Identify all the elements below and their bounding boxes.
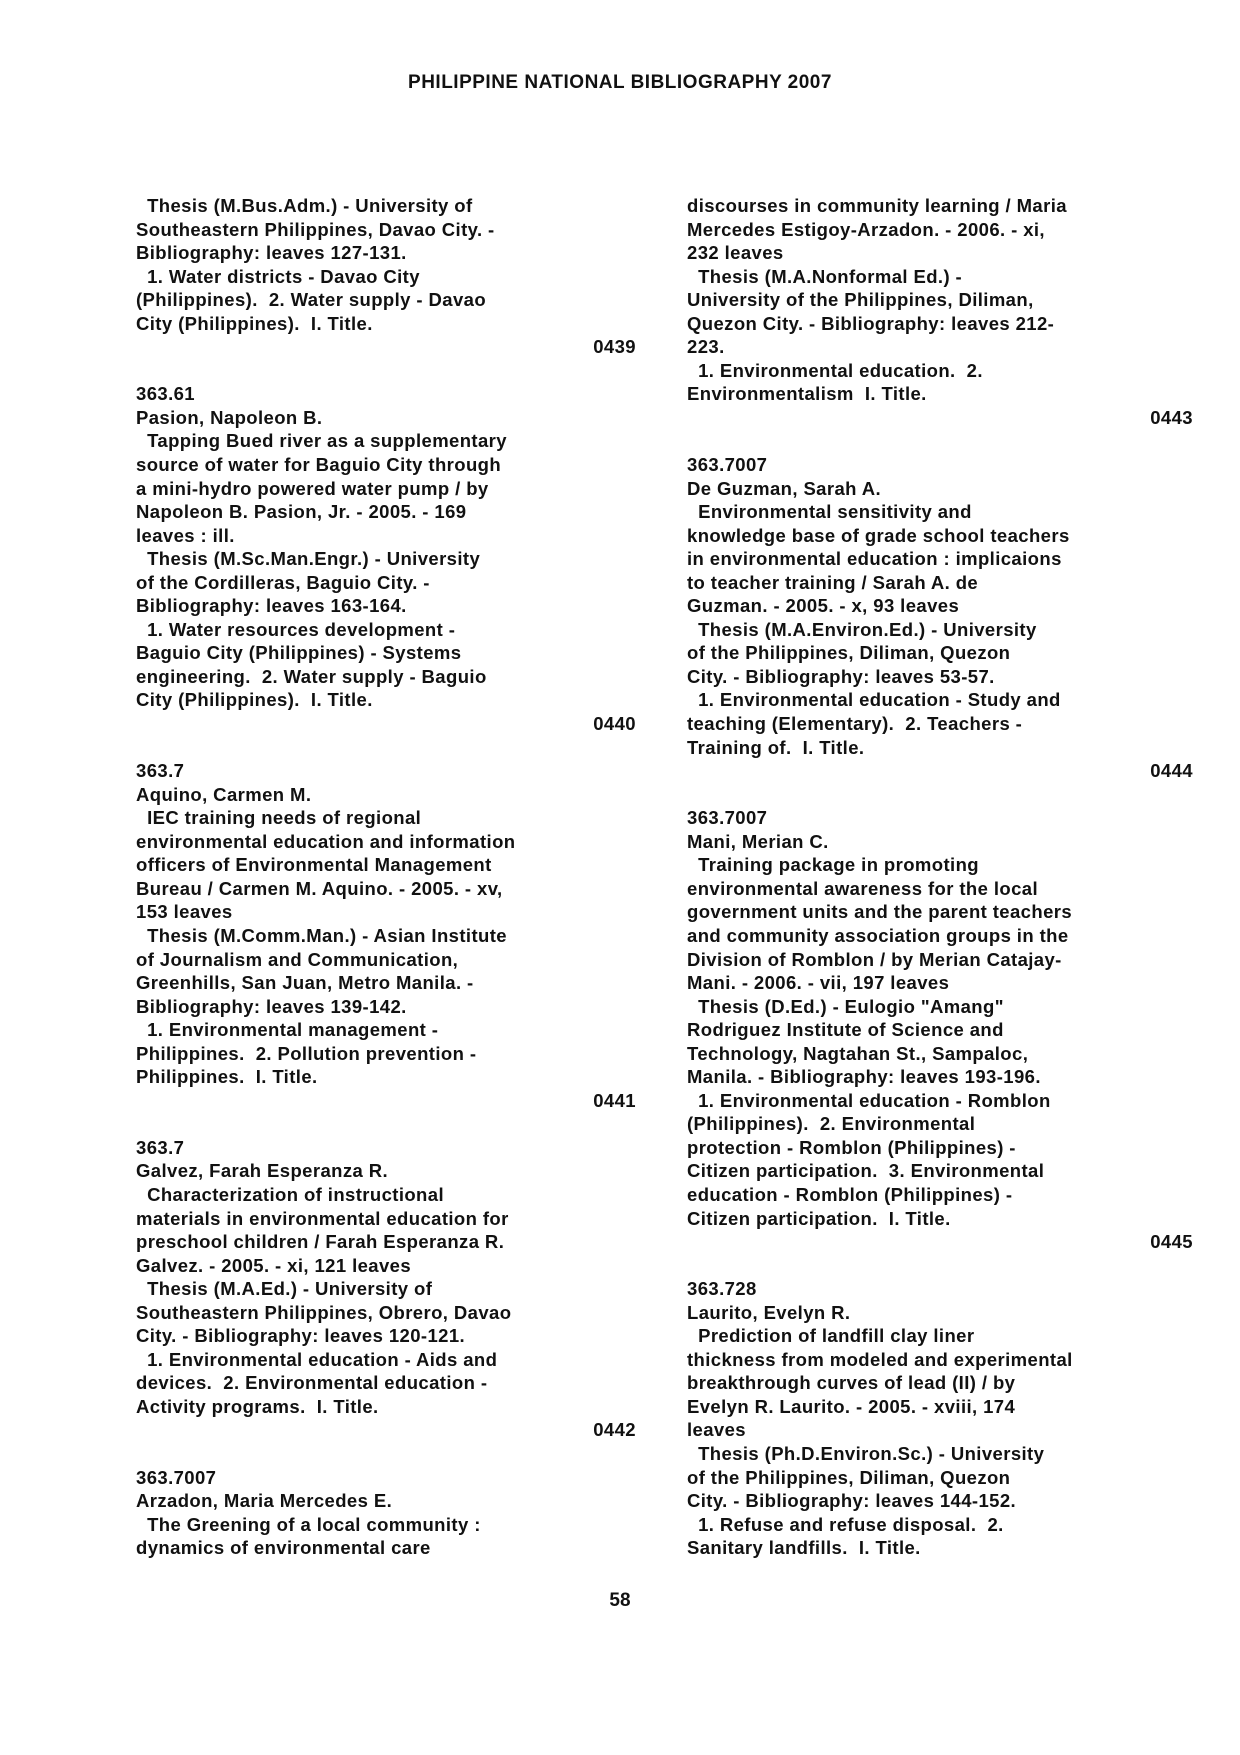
text-line: 153 leaves — [136, 901, 233, 923]
text-line: Bibliography: leaves 139-142. — [136, 995, 407, 1017]
text-line: 1. Environmental education - Romblon — [687, 1089, 1051, 1111]
text-line: Tapping Bued river as a supplementary — [136, 430, 507, 452]
text-line: Thesis (M.Sc.Man.Engr.) - University — [136, 548, 481, 570]
text-line: Thesis (Ph.D.Environ.Sc.) - University — [687, 1442, 1045, 1464]
text-line: Evelyn R. Laurito. - 2005. - xviii, 174 — [687, 1395, 1016, 1417]
text-line: Bibliography: leaves 127-131. — [136, 242, 407, 264]
text-line: Aquino, Carmen M. — [136, 783, 312, 805]
page-header-title: PHILIPPINE NATIONAL BIBLIOGRAPHY 2007 — [408, 72, 832, 93]
text-line: knowledge base of grade school teachers — [687, 524, 1070, 546]
text-line: thickness from modeled and experimental — [687, 1348, 1073, 1370]
text-line: Napoleon B. Pasion, Jr. - 2005. - 169 — [136, 501, 467, 523]
text-line: 1. Environmental education - Study and — [687, 689, 1061, 711]
text-line: City. - Bibliography: leaves 120-121. — [136, 1325, 466, 1347]
text-line: Manila. - Bibliography: leaves 193-196. — [687, 1066, 1041, 1088]
text-line: education - Romblon (Philippines) - — [687, 1183, 1013, 1205]
text-line: Laurito, Evelyn R. — [687, 1301, 851, 1323]
text-line: of the Philippines, Diliman, Quezon — [687, 1466, 1011, 1488]
entry-number: 0441 — [593, 1089, 636, 1111]
text-line: protection - Romblon (Philippines) - — [687, 1136, 1016, 1158]
text-line: Mani. - 2006. - vii, 197 leaves — [687, 972, 950, 994]
text-line: Quezon City. - Bibliography: leaves 212- — [687, 312, 1055, 334]
text-line: Technology, Nagtahan St., Sampaloc, — [687, 1042, 1029, 1064]
text-line: 1. Water districts - Davao City — [136, 265, 420, 287]
text-line: 1. Refuse and refuse disposal. 2. — [687, 1513, 1004, 1535]
text-line: Training package in promoting — [687, 854, 979, 876]
entry-spacer — [136, 359, 636, 383]
text-line: 1. Environmental management - — [136, 1019, 439, 1041]
entry-number: 0443 — [1150, 406, 1193, 428]
text-line: Environmental sensitivity and — [687, 501, 972, 523]
text-line: Division of Romblon / by Merian Catajay- — [687, 948, 1062, 970]
text-line: materials in environmental education for — [136, 1207, 509, 1229]
text-line: engineering. 2. Water supply - Baguio — [136, 665, 487, 687]
text-line: source of water for Baguio City through — [136, 454, 502, 476]
text-line: dynamics of environmental care — [136, 1537, 431, 1559]
text-line: Thesis (M.Comm.Man.) - Asian Institute — [136, 924, 507, 946]
entry-number: 0444 — [1150, 760, 1193, 782]
text-line: environmental education and information — [136, 830, 516, 852]
text-line: leaves — [687, 1419, 746, 1441]
text-line: Citizen participation. 3. Environmental — [687, 1160, 1045, 1182]
text-line: 363.728 — [687, 1278, 757, 1300]
text-line: De Guzman, Sarah A. — [687, 477, 882, 499]
text-line: The Greening of a local community : — [136, 1513, 481, 1535]
text-line: of the Philippines, Diliman, Quezon — [687, 642, 1011, 664]
text-line: government units and the parent teachers — [687, 901, 1073, 923]
text-line: Greenhills, San Juan, Metro Manila. - — [136, 972, 474, 994]
text-line: 363.7007 — [136, 1466, 217, 1488]
text-line: preschool children / Farah Esperanza R. — [136, 1231, 505, 1253]
text-line: and community association groups in the — [687, 924, 1069, 946]
text-line: breakthrough curves of lead (II) / by — [687, 1372, 1016, 1394]
text-line: Citizen participation. I. Title. — [687, 1207, 951, 1229]
text-line: Rodriguez Institute of Science and — [687, 1019, 1004, 1041]
text-line: University of the Philippines, Diliman, — [687, 289, 1034, 311]
text-line: City. - Bibliography: leaves 144-152. — [687, 1490, 1017, 1512]
entry-spacer — [136, 736, 636, 760]
text-line: Baguio City (Philippines) - Systems — [136, 642, 462, 664]
text-line: City. - Bibliography: leaves 53-57. — [687, 665, 995, 687]
text-line: (Philippines). 2. Water supply - Davao — [136, 289, 487, 311]
text-line: Mani, Merian C. — [687, 830, 829, 852]
text-line: Mercedes Estigoy-Arzadon. - 2006. - xi, — [687, 218, 1045, 240]
text-line: Bibliography: leaves 163-164. — [136, 595, 407, 617]
text-line: a mini-hydro powered water pump / by — [136, 477, 489, 499]
text-line: Sanitary landfills. I. Title. — [687, 1537, 921, 1559]
text-line: Philippines. 2. Pollution prevention - — [136, 1042, 477, 1064]
text-line: officers of Environmental Management — [136, 854, 492, 876]
text-line: 232 leaves — [687, 242, 784, 264]
entry-spacer — [136, 1442, 636, 1466]
text-line: Southeastern Philippines, Obrero, Davao — [136, 1301, 512, 1323]
text-line: Thesis (M.A.Environ.Ed.) - University — [687, 618, 1037, 640]
page-number: 58 — [609, 1590, 631, 1611]
right-column — [687, 194, 1193, 1560]
text-line: Galvez. - 2005. - xi, 121 leaves — [136, 1254, 412, 1276]
text-line: 363.7007 — [687, 807, 768, 829]
text-line: City (Philippines). I. Title. — [136, 689, 373, 711]
text-line: Characterization of instructional — [136, 1183, 444, 1205]
text-line: Pasion, Napoleon B. — [136, 406, 323, 428]
text-line: 1. Water resources development - — [136, 618, 456, 640]
text-line: 223. — [687, 336, 725, 358]
text-line: Arzadon, Maria Mercedes E. — [136, 1490, 393, 1512]
text-line: Environmentalism I. Title. — [687, 383, 927, 405]
text-line: devices. 2. Environmental education - — [136, 1372, 488, 1394]
text-line: Southeastern Philippines, Davao City. - — [136, 218, 495, 240]
text-line: in environmental education : implicaions — [687, 548, 1062, 570]
text-line: Thesis (D.Ed.) - Eulogio "Amang" — [687, 995, 1004, 1017]
text-line: Bureau / Carmen M. Aquino. - 2005. - xv, — [136, 877, 503, 899]
text-line: 1. Environmental education - Aids and — [136, 1348, 498, 1370]
text-line: discourses in community learning / Maria — [687, 195, 1067, 216]
text-line: leaves : ill. — [136, 524, 235, 546]
text-line: of the Cordilleras, Baguio City. - — [136, 571, 430, 593]
text-line: Galvez, Farah Esperanza R. — [136, 1160, 389, 1182]
text-line: Thesis (M.A.Ed.) - University of — [136, 1278, 433, 1300]
text-line: Thesis (M.A.Nonformal Ed.) - — [687, 265, 963, 287]
entry-number: 0445 — [1150, 1231, 1193, 1253]
entry-spacer — [687, 783, 1193, 807]
entry-number: 0442 — [593, 1419, 636, 1441]
entry-spacer — [136, 1112, 636, 1136]
text-line: Prediction of landfill clay liner — [687, 1325, 975, 1347]
text-line: 363.7007 — [687, 454, 768, 476]
text-line: IEC training needs of regional — [136, 807, 422, 829]
entry-spacer — [687, 429, 1193, 453]
text-line: 363.7 — [136, 760, 185, 782]
text-line: City (Philippines). I. Title. — [136, 312, 373, 334]
text-line: Guzman. - 2005. - x, 93 leaves — [687, 595, 960, 617]
text-line: Training of. I. Title. — [687, 736, 865, 758]
entry-number: 0440 — [593, 713, 636, 735]
entry-spacer — [687, 1254, 1193, 1278]
entry-number: 0439 — [593, 336, 636, 358]
text-line: environmental awareness for the local — [687, 877, 1038, 899]
text-line: Philippines. I. Title. — [136, 1066, 318, 1088]
left-column — [136, 194, 636, 1560]
text-line: Thesis (M.Bus.Adm.) - University of — [136, 195, 473, 216]
text-line: 1. Environmental education. 2. — [687, 359, 983, 381]
text-line: teaching (Elementary). 2. Teachers - — [687, 713, 1023, 735]
text-line: Activity programs. I. Title. — [136, 1395, 379, 1417]
text-line: 363.61 — [136, 383, 195, 405]
text-line: to teacher training / Sarah A. de — [687, 571, 979, 593]
text-line: (Philippines). 2. Environmental — [687, 1113, 976, 1135]
text-line: of Journalism and Communication, — [136, 948, 459, 970]
text-line: 363.7 — [136, 1136, 185, 1158]
